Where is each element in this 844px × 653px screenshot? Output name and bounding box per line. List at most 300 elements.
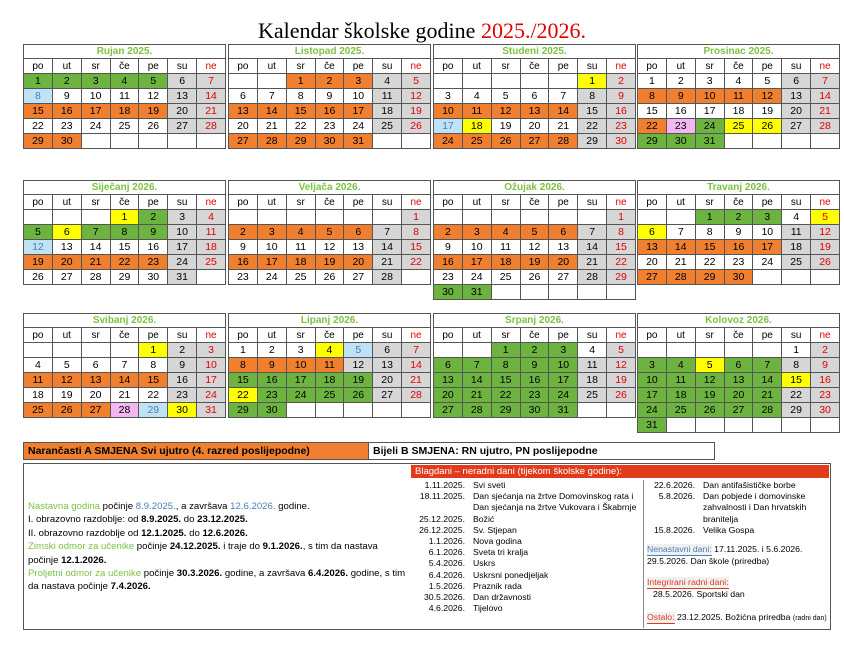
- day-cell: [434, 74, 463, 89]
- day-cell: 26: [402, 119, 431, 134]
- day-cell: [724, 418, 753, 433]
- week-row: [229, 119, 431, 134]
- weekday-header: po: [229, 59, 258, 74]
- holiday-name: Dan državnosti: [473, 592, 531, 603]
- day-cell: 4: [24, 358, 53, 373]
- day-cell: 11: [666, 373, 695, 388]
- day-cell: 13: [434, 373, 463, 388]
- other-heading: Ostalo:: [647, 612, 675, 623]
- day-cell: 28: [197, 119, 226, 134]
- day-cell: 20: [782, 104, 811, 119]
- day-cell: [695, 418, 724, 433]
- day-cell: 21: [666, 255, 695, 270]
- day-cell: 21: [81, 255, 110, 270]
- month-table: [228, 194, 431, 285]
- day-cell: 14: [373, 240, 402, 255]
- day-cell: [638, 343, 667, 358]
- day-cell: 21: [373, 255, 402, 270]
- day-cell: 30: [607, 134, 636, 149]
- divider: [643, 480, 644, 628]
- info-line: [28, 500, 408, 513]
- info-text: , s tim da nastava: [302, 541, 378, 553]
- weekday-header: če: [724, 195, 753, 210]
- day-cell: 22: [229, 388, 258, 403]
- weekday-header: po: [638, 59, 667, 74]
- other-events: [647, 612, 829, 624]
- day-cell: 30: [434, 285, 463, 300]
- day-cell: 3: [549, 343, 578, 358]
- day-cell: 13: [229, 104, 258, 119]
- day-cell: 26: [811, 255, 840, 270]
- day-cell: 10: [286, 358, 315, 373]
- holiday-row: [411, 525, 643, 536]
- day-cell: 17: [168, 240, 197, 255]
- day-cell: 18: [110, 104, 139, 119]
- day-cell: 21: [110, 388, 139, 403]
- holiday-date: 6.4.2026.: [428, 569, 465, 580]
- day-cell: 12: [24, 240, 53, 255]
- week-row: [229, 134, 431, 149]
- day-cell: 9: [520, 358, 549, 373]
- day-cell: 1: [578, 74, 607, 89]
- holiday-date: 6.1.2026.: [428, 547, 465, 558]
- day-cell: 11: [315, 358, 344, 373]
- day-cell: [197, 134, 226, 149]
- day-cell: 19: [315, 255, 344, 270]
- day-cell: 2: [315, 74, 344, 89]
- day-cell: 20: [52, 255, 81, 270]
- info-text: da nastava počinje: [28, 581, 111, 593]
- day-cell: 16: [52, 104, 81, 119]
- day-cell: 16: [315, 104, 344, 119]
- week-row: [434, 358, 636, 373]
- day-cell: 18: [315, 373, 344, 388]
- day-cell: [24, 210, 53, 225]
- day-cell: 20: [168, 104, 197, 119]
- weekday-header: su: [782, 328, 811, 343]
- weekday-header: sr: [491, 59, 520, 74]
- day-cell: 24: [344, 119, 373, 134]
- day-cell: 22: [286, 119, 315, 134]
- week-row: [24, 225, 226, 240]
- day-cell: [168, 134, 197, 149]
- day-cell: 30: [666, 134, 695, 149]
- day-cell: 20: [724, 388, 753, 403]
- weekday-header: pe: [549, 195, 578, 210]
- day-cell: 21: [402, 373, 431, 388]
- day-cell: 6: [782, 74, 811, 89]
- day-cell: 1: [638, 74, 667, 89]
- day-cell: 7: [549, 89, 578, 104]
- day-cell: 15: [638, 104, 667, 119]
- holiday-row: [411, 603, 643, 614]
- day-cell: 17: [257, 255, 286, 270]
- day-cell: 28: [811, 119, 840, 134]
- day-cell: 3: [462, 225, 491, 240]
- week-row: [434, 119, 636, 134]
- month-table: [23, 327, 226, 418]
- day-cell: 24: [286, 388, 315, 403]
- day-cell: 25: [782, 255, 811, 270]
- month-name: Kolovoz 2026.: [637, 313, 840, 327]
- info-date: 9.1.2026.: [262, 541, 303, 553]
- day-cell: 10: [753, 225, 782, 240]
- holiday-name: Dan antifašističke borbe: [703, 480, 796, 490]
- week-row: [434, 240, 636, 255]
- weekday-header: pe: [753, 195, 782, 210]
- holiday-row: [647, 514, 829, 525]
- week-row: [638, 134, 840, 149]
- month-table: [433, 194, 636, 300]
- day-cell: [782, 418, 811, 433]
- week-row: [638, 74, 840, 89]
- day-cell: 15: [286, 104, 315, 119]
- day-cell: 11: [491, 240, 520, 255]
- day-cell: 31: [168, 270, 197, 285]
- month-table: [637, 58, 840, 149]
- holiday-date: [411, 502, 473, 513]
- day-cell: 29: [695, 270, 724, 285]
- day-cell: 24: [753, 255, 782, 270]
- day-cell: [286, 210, 315, 225]
- day-cell: 24: [695, 119, 724, 134]
- week-row: [638, 373, 840, 388]
- info-date: 12.1.2025.: [141, 527, 187, 539]
- info-text: do: [186, 527, 203, 539]
- holiday-date: 1.1.2026.: [428, 536, 465, 547]
- day-cell: [344, 210, 373, 225]
- day-cell: [491, 210, 520, 225]
- day-cell: 10: [549, 358, 578, 373]
- title-text: Kalendar školske godine: [257, 18, 476, 43]
- day-cell: 12: [811, 225, 840, 240]
- holiday-name: Sveta tri kralja: [473, 547, 529, 558]
- day-cell: 31: [197, 403, 226, 418]
- day-cell: [578, 210, 607, 225]
- day-cell: 3: [753, 210, 782, 225]
- month-table: [228, 58, 431, 149]
- day-cell: 14: [462, 373, 491, 388]
- weekday-header: ut: [257, 195, 286, 210]
- day-cell: 6: [168, 74, 197, 89]
- day-cell: 29: [578, 134, 607, 149]
- day-cell: 27: [229, 134, 258, 149]
- day-cell: 3: [286, 343, 315, 358]
- month-name: Srpanj 2026.: [433, 313, 636, 327]
- info-text: II. obrazovno razdoblje od: [28, 527, 142, 539]
- info-line: [28, 527, 408, 540]
- day-cell: 10: [257, 240, 286, 255]
- day-cell: 4: [110, 74, 139, 89]
- holiday-name: Sv. Stjepan: [473, 524, 517, 535]
- day-cell: 6: [229, 89, 258, 104]
- day-cell: [578, 403, 607, 418]
- week-row: [638, 343, 840, 358]
- week-row: [434, 210, 636, 225]
- holiday-row: [411, 491, 643, 502]
- week-row: [434, 104, 636, 119]
- day-cell: [81, 134, 110, 149]
- non-teaching-dates: 17.11.2025. i 5.6.2026.: [711, 544, 803, 555]
- month-table: [228, 327, 431, 418]
- day-cell: 19: [695, 388, 724, 403]
- day-cell: 22: [638, 119, 667, 134]
- day-cell: [782, 270, 811, 285]
- day-cell: [607, 285, 636, 300]
- weekday-header: po: [24, 59, 53, 74]
- day-cell: 23: [666, 119, 695, 134]
- day-cell: 8: [578, 89, 607, 104]
- holiday-date: 1.11.2025.: [424, 480, 465, 490]
- week-row: [638, 403, 840, 418]
- holiday-row: [647, 502, 829, 513]
- weekday-header: su: [373, 59, 402, 74]
- day-cell: 15: [782, 373, 811, 388]
- title-year: 2025./2026.: [480, 18, 587, 43]
- day-cell: 5: [753, 74, 782, 89]
- weekday-header: sr: [286, 59, 315, 74]
- info-text: počinje: [134, 541, 170, 553]
- day-cell: 5: [402, 74, 431, 89]
- day-cell: 19: [753, 104, 782, 119]
- weekday-header: po: [229, 328, 258, 343]
- weekday-header: če: [110, 195, 139, 210]
- day-cell: 24: [168, 255, 197, 270]
- day-cell: 22: [782, 388, 811, 403]
- day-cell: 10: [168, 225, 197, 240]
- weekday-header: če: [110, 328, 139, 343]
- holiday-name: branitelja: [703, 513, 739, 524]
- holiday-date: 5.8.2026.: [658, 491, 695, 502]
- day-cell: 27: [52, 270, 81, 285]
- day-cell: [81, 343, 110, 358]
- week-row: [434, 373, 636, 388]
- day-cell: 14: [197, 89, 226, 104]
- holidays-panel: [411, 465, 829, 629]
- month-calendar: [637, 44, 840, 149]
- holiday-name: Tijelovo: [473, 603, 503, 614]
- info-line: [28, 513, 408, 526]
- week-row: [229, 225, 431, 240]
- day-cell: 9: [139, 225, 168, 240]
- month-calendar: [228, 180, 431, 285]
- day-cell: 8: [695, 225, 724, 240]
- day-cell: 5: [139, 74, 168, 89]
- day-cell: 9: [724, 225, 753, 240]
- weekday-header: su: [373, 328, 402, 343]
- week-row: [24, 119, 226, 134]
- day-cell: 27: [782, 119, 811, 134]
- holidays-header: Blagdani – neradni dani (tijekom školske godine):: [411, 465, 829, 478]
- day-cell: [753, 134, 782, 149]
- day-cell: 15: [110, 240, 139, 255]
- day-cell: 26: [520, 270, 549, 285]
- weekday-header: ne: [197, 59, 226, 74]
- holiday-row: [647, 525, 829, 536]
- holiday-name: Dan sjećanja na žrtve Vukovara i Škabrnje: [473, 502, 637, 513]
- school-year-info: [28, 500, 408, 594]
- day-cell: 25: [110, 119, 139, 134]
- day-cell: 26: [607, 388, 636, 403]
- month-table: [23, 194, 226, 285]
- week-row: [229, 74, 431, 89]
- day-cell: 15: [607, 240, 636, 255]
- week-row: [24, 358, 226, 373]
- day-cell: 28: [257, 134, 286, 149]
- day-cell: 3: [81, 74, 110, 89]
- day-cell: 22: [695, 255, 724, 270]
- weekday-header: če: [315, 328, 344, 343]
- weekday-header: ne: [402, 59, 431, 74]
- day-cell: 5: [52, 358, 81, 373]
- week-row: [24, 74, 226, 89]
- day-cell: 9: [52, 89, 81, 104]
- weekday-header: če: [724, 328, 753, 343]
- weekday-header: ne: [607, 195, 636, 210]
- day-cell: 31: [638, 418, 667, 433]
- day-cell: 11: [724, 89, 753, 104]
- day-cell: 7: [753, 358, 782, 373]
- week-row: [229, 358, 431, 373]
- week-row: [24, 373, 226, 388]
- day-cell: 15: [402, 240, 431, 255]
- day-cell: 29: [286, 134, 315, 149]
- weekday-header: ut: [52, 59, 81, 74]
- month-name: Rujan 2025.: [23, 44, 226, 58]
- weekday-header: ut: [52, 328, 81, 343]
- day-cell: 18: [666, 388, 695, 403]
- day-cell: 23: [315, 119, 344, 134]
- day-cell: 5: [607, 343, 636, 358]
- day-cell: [491, 74, 520, 89]
- day-cell: 11: [24, 373, 53, 388]
- day-cell: 16: [724, 240, 753, 255]
- day-cell: 4: [462, 89, 491, 104]
- holiday-name: Dan sjećanja na žrtve Domovinskog rata i: [473, 491, 634, 502]
- holiday-date: 4.6.2026.: [428, 603, 465, 614]
- day-cell: 29: [139, 403, 168, 418]
- day-cell: 20: [344, 255, 373, 270]
- day-cell: 19: [24, 255, 53, 270]
- weekday-header: pe: [344, 195, 373, 210]
- day-cell: 15: [695, 240, 724, 255]
- month-calendar: [23, 44, 226, 149]
- day-cell: 25: [666, 403, 695, 418]
- month-calendar: [637, 313, 840, 433]
- day-cell: 8: [491, 358, 520, 373]
- month-calendar: [23, 313, 226, 418]
- week-row: [638, 225, 840, 240]
- day-cell: 24: [638, 403, 667, 418]
- day-cell: 17: [638, 388, 667, 403]
- day-cell: 3: [434, 89, 463, 104]
- day-cell: 26: [753, 119, 782, 134]
- month-table: [637, 194, 840, 285]
- day-cell: 29: [782, 403, 811, 418]
- day-cell: 27: [724, 403, 753, 418]
- weekday-header: ut: [666, 328, 695, 343]
- weekday-header: sr: [491, 195, 520, 210]
- day-cell: 21: [462, 388, 491, 403]
- day-cell: 30: [139, 270, 168, 285]
- day-cell: [344, 403, 373, 418]
- weekday-header: po: [434, 59, 463, 74]
- month-table: [433, 327, 636, 418]
- day-cell: 19: [52, 388, 81, 403]
- day-cell: 7: [462, 358, 491, 373]
- weekday-header: ut: [462, 195, 491, 210]
- day-cell: 12: [520, 240, 549, 255]
- day-cell: 24: [462, 270, 491, 285]
- info-text: godine, s tim: [348, 568, 406, 580]
- day-cell: [139, 134, 168, 149]
- month-name: Travanj 2026.: [637, 180, 840, 194]
- holiday-name: Dan pobjede i domovinske: [703, 491, 806, 502]
- day-cell: 13: [168, 89, 197, 104]
- day-cell: 5: [520, 225, 549, 240]
- weekday-header: sr: [286, 328, 315, 343]
- day-cell: [811, 270, 840, 285]
- day-cell: 18: [24, 388, 53, 403]
- day-cell: 28: [549, 134, 578, 149]
- day-cell: 17: [549, 373, 578, 388]
- day-cell: 26: [491, 134, 520, 149]
- day-cell: 14: [257, 104, 286, 119]
- day-cell: 2: [607, 74, 636, 89]
- day-cell: 15: [229, 373, 258, 388]
- day-cell: [257, 74, 286, 89]
- day-cell: 3: [197, 343, 226, 358]
- day-cell: [462, 210, 491, 225]
- info-text: godine, a završava: [222, 568, 309, 580]
- day-cell: 8: [110, 225, 139, 240]
- day-cell: 10: [462, 240, 491, 255]
- page-title: [0, 18, 844, 44]
- day-cell: 18: [578, 373, 607, 388]
- month-name: Studeni 2025.: [433, 44, 636, 58]
- info-date: 12.6.2026.: [202, 527, 248, 539]
- day-cell: 28: [402, 388, 431, 403]
- week-row: [24, 134, 226, 149]
- day-cell: 9: [607, 89, 636, 104]
- day-cell: 7: [811, 74, 840, 89]
- holiday-row: [411, 558, 643, 569]
- week-row: [638, 418, 840, 433]
- day-cell: 2: [666, 74, 695, 89]
- day-cell: 21: [549, 119, 578, 134]
- day-cell: 27: [344, 270, 373, 285]
- day-cell: 18: [462, 119, 491, 134]
- month-calendar: [433, 180, 636, 300]
- day-cell: 4: [373, 74, 402, 89]
- day-cell: 22: [402, 255, 431, 270]
- other-text: 23.12.2025. Božićna priredba: [674, 612, 793, 623]
- day-cell: 24: [81, 119, 110, 134]
- day-cell: 17: [81, 104, 110, 119]
- day-cell: 2: [434, 225, 463, 240]
- weekday-header: sr: [695, 328, 724, 343]
- weekday-header: pe: [753, 59, 782, 74]
- day-cell: [549, 210, 578, 225]
- month-calendar: [433, 313, 636, 418]
- day-cell: 15: [578, 104, 607, 119]
- weekday-header: ne: [402, 328, 431, 343]
- day-cell: 8: [229, 358, 258, 373]
- info-date: 12.6.2026.: [230, 501, 276, 512]
- info-date: 30.3.2026.: [176, 568, 223, 580]
- day-cell: [549, 74, 578, 89]
- week-row: [229, 373, 431, 388]
